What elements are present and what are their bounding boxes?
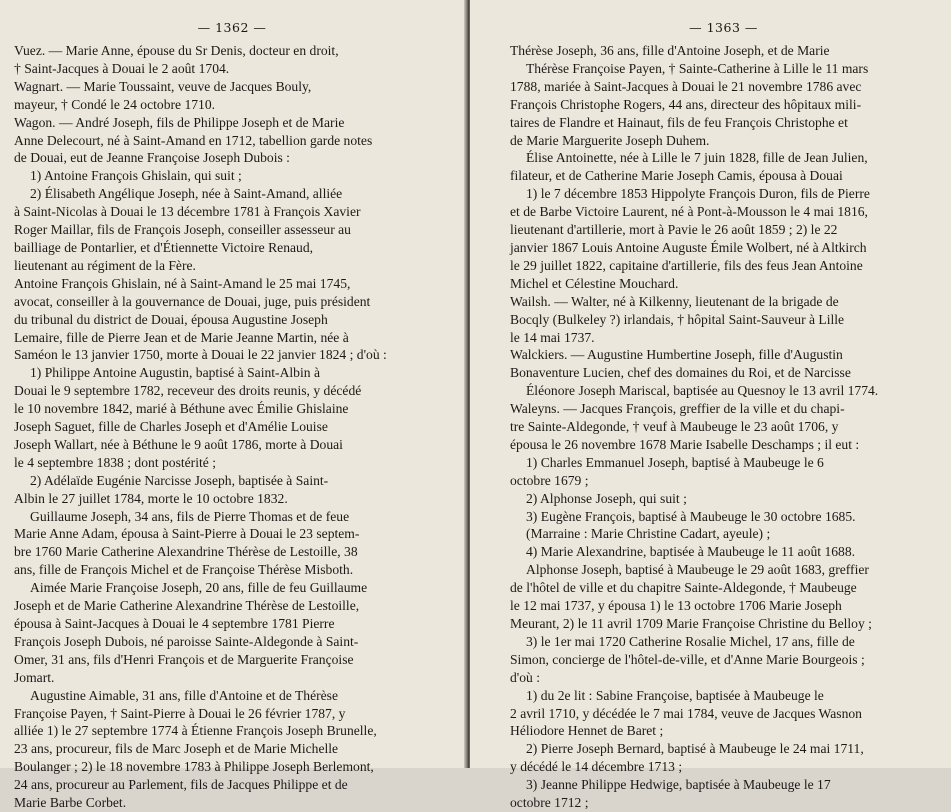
- text-line: 1788, mariée à Saint-Jacques à Douai le 21 novembre 1786 avec: [510, 78, 862, 94]
- text-line: Meurant, 2) le 11 avril 1709 Marie Françoise Christine du Belloy ;: [510, 616, 872, 631]
- left-page-number: — 1362 —: [197, 20, 267, 35]
- text-line: lieutenant au régiment de la Fère.: [14, 257, 196, 273]
- text-line: 2) Alphonse Joseph, qui suit ;: [526, 490, 687, 506]
- text-line: Anne Delecourt, né à Saint-Amand en 1712, tabellion garde notes: [14, 132, 373, 148]
- text-line: épousa le 26 novembre 1678 Marie Isabelle Deschamps ; il eut :: [510, 436, 860, 452]
- right-page-text: [510, 42, 937, 812]
- left-page: [0, 0, 468, 811]
- text-line: épousa à Saint-Jacques à Douai le 4 septembre 1781 Pierre: [14, 616, 335, 631]
- text-line: Wailsh. — Walter, né à Kilkenny, lieutenant de la brigade de: [510, 293, 839, 309]
- text-line: Wagnart. — Marie Toussaint, veuve de Jacques Bouly,: [14, 78, 312, 94]
- text-line: François Christophe Rogers, 44 ans, directeur des hôpitaux mili-: [510, 96, 862, 112]
- text-line: 1) Charles Emmanuel Joseph, baptisé à Maubeuge le 6: [526, 454, 824, 470]
- text-line: 3) Eugène François, baptisé à Maubeuge le 30 octobre 1685.: [526, 508, 856, 524]
- text-line: 4) Marie Alexandrine, baptisée à Maubeuge le 11 août 1688.: [526, 544, 856, 560]
- text-line: Douai le 9 septembre 1782, receveur des droits reunis, y décédé: [14, 383, 362, 399]
- text-line: Joseph Saguet, fille de Charles Joseph et d'Amélie Louise: [14, 419, 328, 435]
- text-line: Lemaire, fille de Pierre Jean et de Marie Jeanne Martin, née à: [14, 329, 349, 345]
- text-line: Antoine François Ghislain, né à Saint-Amand le 25 mai 1745,: [14, 275, 351, 291]
- text-line: Marie Anne Adam, épousa à Saint-Pierre à Douai le 23 septem-: [14, 526, 360, 542]
- text-line: lieutenant d'artillerie, mort à Pavie le 26 août 1859 ; 2) le 22: [510, 222, 838, 238]
- text-line: François Joseph Dubois, né paroisse Sainte-Aldegonde à Saint-: [14, 633, 359, 649]
- text-line: Roger Maillar, fils de François Joseph, conseiller assesseur au: [14, 222, 351, 238]
- text-line: Aimée Marie Françoise Joseph, 20 ans, fille de feu Guillaume: [30, 580, 368, 596]
- text-line: du tribunal du district de Douai, épousa Augustine Joseph: [14, 311, 328, 327]
- text-line: bre 1760 Marie Catherine Alexandrine Thérèse de Lestoille, 38: [14, 544, 358, 560]
- text-line: de Marie Marguerite Joseph Duhem.: [510, 132, 710, 148]
- text-line: à Saint-Nicolas à Douai le 13 décembre 1781 à François Xavier: [14, 204, 361, 220]
- text-line: d'où :: [510, 669, 541, 685]
- text-line: 2) Pierre Joseph Bernard, baptisé à Maubeuge le 24 mai 1711,: [526, 741, 864, 757]
- text-line: Saméon le 13 janvier 1750, morte à Douai le 22 janvier 1824 ; d'où :: [14, 347, 387, 363]
- text-line: Thérèse Françoise Payen, † Sainte-Catherine à Lille le 11 mars: [526, 60, 869, 76]
- text-line: alliée 1) le 27 septembre 1774 à Étienne François Joseph Brunelle,: [14, 723, 377, 739]
- text-line: Joseph et de Marie Catherine Alexandrine Thérèse de Lestoille,: [14, 598, 360, 614]
- text-line: † Saint-Jacques à Douai le 2 août 1704.: [14, 60, 230, 76]
- text-line: taires de Flandre et Hainaut, fils de feu François Christophe et: [510, 114, 848, 130]
- text-line: (Marraine : Marie Christine Cadart, ayeule) ;: [526, 526, 771, 542]
- text-line: 3) Jeanne Philippe Hedwige, baptisée à Maubeuge le 17: [526, 777, 831, 793]
- text-line: le 12 mai 1737, y épousa 1) le 13 octobre 1706 Marie Joseph: [510, 598, 842, 614]
- text-line: Omer, 31 ans, fils d'Henri François et de Marguerite Françoise: [14, 651, 354, 667]
- text-line: avocat, conseiller à la gouvernance de Douai, juge, puis président: [14, 293, 371, 309]
- text-line: 1) Antoine François Ghislain, qui suit ;: [30, 168, 242, 184]
- text-line: tre Sainte-Aldegonde, † veuf à Maubeuge le 23 août 1706, y: [510, 419, 839, 435]
- text-line: Marie Barbe Corbet.: [14, 795, 127, 811]
- text-line: Augustine Aimable, 31 ans, fille d'Antoine et de Thérèse: [30, 687, 338, 703]
- text-line: Thérèse Joseph, 36 ans, fille d'Antoine Joseph, et de Marie: [510, 43, 830, 58]
- text-line: de Douai, eut de Jeanne Françoise Joseph Dubois :: [14, 150, 290, 166]
- text-line: Albin le 27 juillet 1784, morte le 10 octobre 1832.: [14, 490, 288, 506]
- text-line: Éléonore Joseph Mariscal, baptisée au Quesnoy le 13 avril 1774.: [526, 383, 879, 399]
- text-line: janvier 1867 Louis Antoine Auguste Émile Wolbert, né à Altkirch: [510, 239, 867, 255]
- text-line: Héliodore Hennet de Baret ;: [510, 723, 664, 739]
- left-page-text: [14, 42, 450, 812]
- text-line: Michel et Célestine Mouchard.: [510, 275, 679, 291]
- text-line: 2) Adélaïde Eugénie Narcisse Joseph, baptisée à Saint-: [30, 472, 329, 488]
- text-line: Vuez. — Marie Anne, épouse du Sr Denis, docteur en droit,: [14, 43, 339, 58]
- text-line: Bocqly (Bulkeley ?) irlandais, † hôpital Saint-Sauveur à Lille: [510, 311, 845, 327]
- text-line: mayeur, † Condé le 24 octobre 1710.: [14, 96, 216, 112]
- text-line: 24 ans, procureur au Parlement, fils de Jacques Philippe et de: [14, 777, 348, 793]
- text-line: Jomart.: [14, 669, 55, 685]
- text-line: le 29 juillet 1822, capitaine d'artillerie, fils des feus Jean Antoine: [510, 257, 863, 273]
- text-line: octobre 1712 ;: [510, 795, 589, 811]
- text-line: Bonaventure Lucien, chef des domaines du Roi, et de Narcisse: [510, 365, 851, 381]
- text-line: Élise Antoinette, née à Lille le 7 juin 1828, fille de Jean Julien,: [526, 150, 868, 166]
- text-line: 1) du 2e lit : Sabine Françoise, baptisée à Maubeuge le: [526, 687, 824, 703]
- text-line: filateur, et de Catherine Marie Joseph Camis, épousa à Douai: [510, 168, 843, 184]
- text-line: Joseph Wallart, née à Béthune le 9 août 1786, morte à Douai: [14, 436, 343, 452]
- text-line: Walckiers. — Augustine Humbertine Joseph, fille d'Augustin: [510, 347, 843, 363]
- text-line: ans, fille de François Michel et de Françoise Thérèse Misboth.: [14, 562, 354, 578]
- right-page: [470, 0, 951, 811]
- text-line: le 10 novembre 1842, marié à Béthune avec Émilie Ghislaine: [14, 401, 349, 417]
- text-line: 2) Élisabeth Angélique Joseph, née à Saint-Amand, alliée: [30, 186, 343, 202]
- text-line: octobre 1679 ;: [510, 472, 589, 488]
- text-line: Alphonse Joseph, baptisé à Maubeuge le 29 août 1683, greffier: [526, 562, 869, 578]
- text-line: 23 ans, procureur, fils de Marc Joseph et de Marie Michelle: [14, 741, 339, 757]
- text-line: Wagon. — André Joseph, fils de Philippe Joseph et de Marie: [14, 114, 345, 130]
- text-line: Guillaume Joseph, 34 ans, fils de Pierre Thomas et de feue: [30, 508, 350, 524]
- text-line: 1) Philippe Antoine Augustin, baptisé à Saint-Albin à: [30, 365, 320, 381]
- text-line: y décédé le 14 décembre 1713 ;: [510, 759, 683, 775]
- text-line: Boulanger ; 2) le 18 novembre 1783 à Philippe Joseph Berlemont,: [14, 759, 374, 775]
- text-line: bailliage de Pontarlier, et d'Étiennette Victoire Renaud,: [14, 239, 314, 255]
- text-line: le 14 mai 1737.: [510, 329, 595, 345]
- right-page-number: — 1363 —: [689, 20, 758, 35]
- text-line: Simon, concierge de l'hôtel-de-ville, et d'Anne Marie Bourgeois ;: [510, 651, 865, 667]
- text-line: 1) le 7 décembre 1853 Hippolyte François Duron, fils de Pierre: [526, 186, 870, 202]
- text-line: le 4 septembre 1838 ; dont postérité ;: [14, 454, 216, 470]
- text-line: 3) le 1er mai 1720 Catherine Rosalie Michel, 17 ans, fille de: [526, 633, 855, 649]
- text-line: Waleyns. — Jacques François, greffier de la ville et du chapi-: [510, 401, 845, 417]
- text-line: 2 avril 1710, y décédée le 7 mai 1784, veuve de Jacques Wasnon: [510, 705, 862, 721]
- text-line: et de Barbe Victoire Laurent, né à Pont-à-Mousson le 4 mai 1816,: [510, 204, 868, 220]
- text-line: de l'hôtel de ville et du chapitre Sainte-Aldegonde, † Maubeuge: [510, 580, 857, 596]
- text-line: Françoise Payen, † Saint-Pierre à Douai le 26 février 1787, y: [14, 705, 346, 721]
